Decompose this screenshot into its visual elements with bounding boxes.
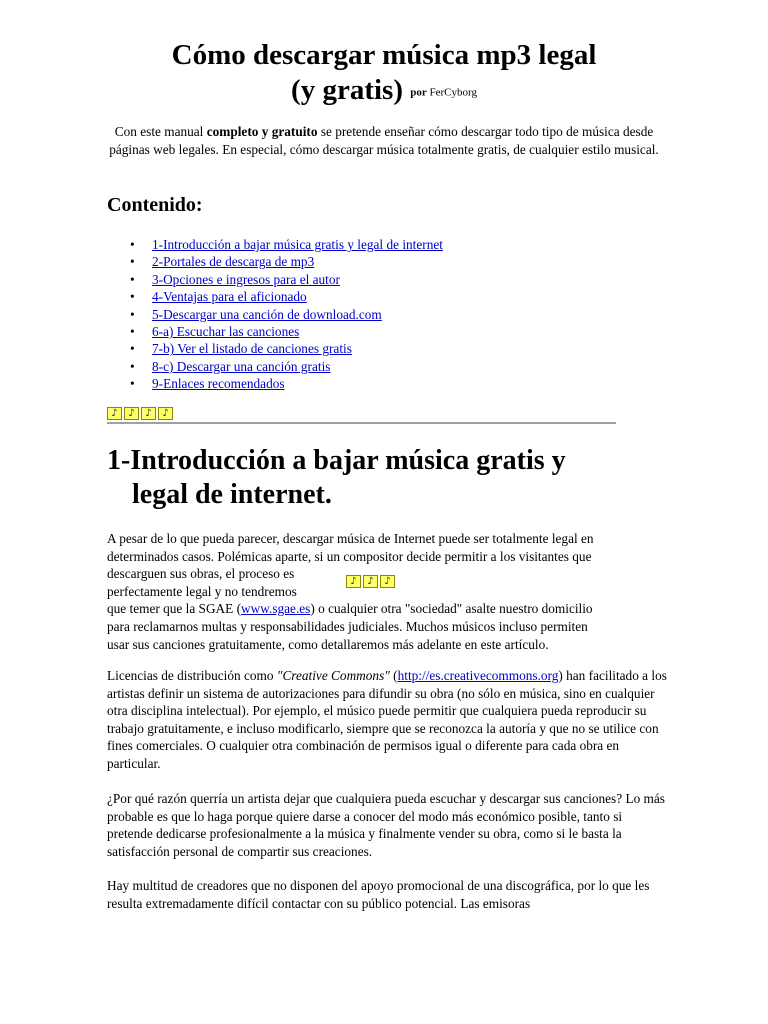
byline-label: por [410,86,427,99]
toc-link-7[interactable]: 7-b) Ver el listado de canciones gratis [152,341,352,357]
p1-line: para reclamarnos multas y responsabilidades judiciales. Muchos músicos incluso permiten [107,618,588,634]
paragraph-3: ¿Por qué razón querría un artista dejar que cualquiera pueda escuchar y descargar sus canciones? Lo más probable es que lo haga porque quiere darse a conocer del modo más económico posible, tanto si pretende dedicarse profesionalmente a la música y finalmente vender su obra, como si le basta la satisfacción personal de compartir sus creaciones. [107,791,665,859]
toc-link-1[interactable]: 1-Introducción a bajar música gratis y legal de internet [152,237,443,252]
toc-item [130,288,443,305]
table-of-contents [130,236,443,393]
creative-commons-link[interactable]: http://es.creativecommons.org [397,668,559,683]
paragraph-1 [107,530,667,653]
p1-line: que temer que la SGAE (www.sgae.es) o cualquier otra "sociedad" asalte nuestro domicilio [107,601,593,617]
toc-link-9[interactable]: 9-Enlaces recomendados [152,376,285,392]
intro-bold: completo y gratuito [206,124,318,139]
toc-item [130,375,443,392]
music-note-icon: ♪ [158,407,173,420]
horizontal-rule [107,422,616,424]
paragraph-2: Licencias de distribución como "Creative Commons" (http://es.creativecommons.org) han facilitado a los artistas definir un sistema de autorizaciones para difundir su obra (no sólo en música, sino en cualquier otra disciplina intelectual). Por ejemplo, el músico puede permitir que cualquiera pueda reproducir su trabajo gratuitamente, e incluso modificarlo, siempre que se reconozca la autoría y que no se utilice con fines comerciales. O cualquier otra combinación de permisos igual o diferente para cada obra en particular. [107,668,667,771]
creative-commons-term: "Creative Commons" [276,668,390,683]
section-heading-line-2: legal de internet. [132,479,332,510]
intro-text-b: se pretende enseñar cómo descargar todo tipo de música desde páginas web legales. En especial, cómo descargar música totalmente gratis, de cualquier estilo musical. [109,124,659,157]
sgae-link[interactable]: www.sgae.es [241,601,311,617]
paragraph-4: Hay multitud de creadores que no disponen del apoyo promocional de una discográfica, por lo que les resulta extremadamente difícil contactar con su público potencial. Las emisoras [107,878,650,911]
toc-item [130,271,443,288]
title-line-2 [0,72,768,110]
toc-link-8[interactable]: 8-c) Descargar una canción gratis [152,358,331,374]
p1-line: A pesar de lo que pueda parecer, descargar música de Internet puede ser totalmente legal en [107,531,594,546]
music-note-icon: ♪ [346,575,361,588]
p1-line: perfectamente legal y no tendremos [107,583,297,599]
toc-link-2[interactable]: 2-Portales de descarga de mp3 [152,254,315,270]
toc-item [130,236,443,253]
toc-link-3[interactable]: 3-Opciones e ingresos para el autor [152,271,340,287]
toc-item [130,358,443,375]
toc-link-4[interactable]: 4-Ventajas para el aficionado [152,289,307,305]
section-1-heading [107,444,627,512]
title-line-1: Cómo descargar música mp3 legal [171,39,597,71]
toc-item [130,306,443,323]
music-notes-decoration [107,407,173,420]
music-note-icon: ♪ [380,575,395,588]
document-title [0,38,768,110]
title-subtitle: (y gratis) [291,74,403,106]
toc-link-6[interactable]: 6-a) Escuchar las canciones [152,324,300,340]
author-name: FerCyborg [429,86,477,99]
section-heading-line-1: 1-Introducción a bajar música gratis y [107,445,566,476]
music-notes-decoration [346,575,395,588]
p1-line: determinados casos. Polémicas aparte, si un compositor decide permitir a los visitantes que [107,548,592,564]
p1-line: usar sus canciones gratuitamente, como detallaremos más adelante en este artículo. [107,636,549,652]
toc-item [130,340,443,357]
byline [410,86,477,98]
music-note-icon: ♪ [141,407,156,420]
toc-heading: Contenido: [107,194,203,216]
toc-item [130,253,443,270]
toc-link-5[interactable]: 5-Descargar una canción de download.com [152,306,382,322]
music-note-icon: ♪ [107,407,122,420]
toc-item [130,323,443,340]
music-note-icon: ♪ [363,575,378,588]
intro-text-a: Con este manual [114,124,207,139]
intro-paragraph [100,123,668,158]
music-note-icon: ♪ [124,407,139,420]
p1-line: descarguen sus obras, el proceso es [107,566,295,582]
